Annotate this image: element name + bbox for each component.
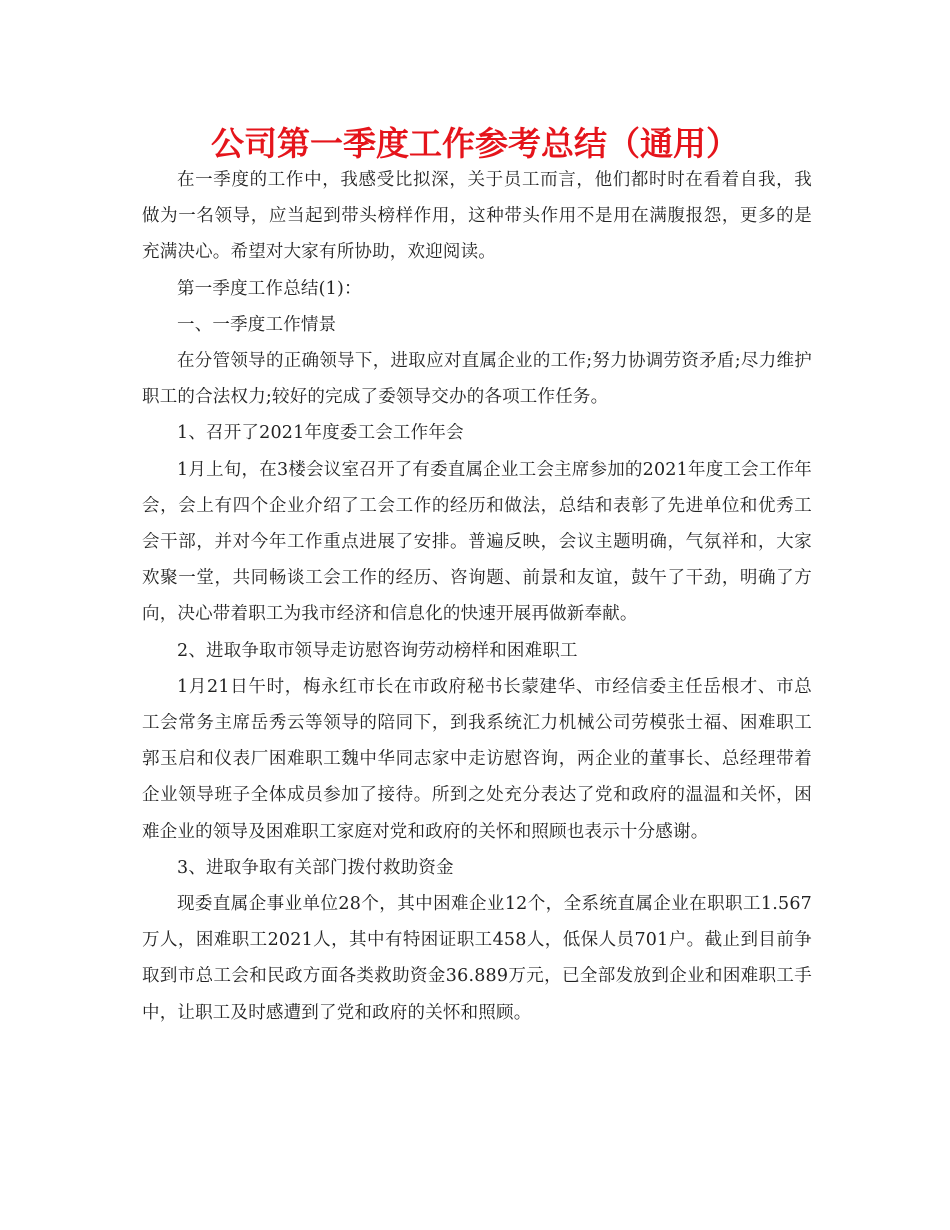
paragraph-summary-heading: 第一季度工作总结(1)： [177, 278, 362, 299]
paragraph-annual-meeting: 1月上旬，在3楼会议室召开了有委直属企业工会主席参加的2021年度工会工作年会，会上有四个企业介绍了工会工作的经历和做法，总结和表彰了先进单位和优秀工会干部，并对今年工作重点进展了安排。普遍反映，会议主题明确，气氛祥和，大家欢聚一堂，共同畅谈工会工作的经历、咨询题、前景和友谊，鼓午了干劲，明确了方向，决心带着职工为我市经济和信息化的快速开展再做新奉献。 [142, 459, 812, 625]
paragraph-visits: 1月21日午时，梅永红市长在市政府秘书长蒙建华、市经信委主任岳根才、市总工会常务主席岳秀云等领导的陪同下，到我系统汇力机械公司劳模张士福、困难职工郭玉启和仪表厂困难职工魏中华同志家中走访慰咨询，两企业的董事长、总经理带着企业领导班子全体成员参加了接待。所到之处充分表达了党和政府的温温和关怀，困难企业的领导及困难职工家庭对党和政府的关怀和照顾也表示十分感谢。 [142, 676, 812, 842]
paragraph-funds: 现委直属企事业单位28个，其中困难企业12个，全系统直属企业在职职工1.567万人，困难职工2021人，其中有特困证职工458人，低保人员701户。截止到目前争取到市总工会和民政方面各类救助资金36.889万元，已全部发放到企业和困难职工手中，让职工及时感遭到了党和政府的关怀和照顾。 [142, 894, 812, 1023]
document-body [142, 162, 812, 1031]
paragraph-intro: 在一季度的工作中，我感受比拟深，关于员工而言，他们都时时在看着自我，我做为一名领导，应当起到带头榜样作用，这种带头作用不是用在满腹报怨，更多的是充满决心。希望对大家有所协助，欢迎阅读。 [142, 170, 812, 263]
paragraph-overview: 在分管领导的正确领导下，进取应对直属企业的工作;努力协调劳资矛盾;尽力维护职工的合法权力;较好的完成了委领导交办的各项工作任务。 [142, 351, 812, 408]
subheading-1: 1、召开了2021年度委工会工作年会 [177, 423, 464, 444]
subheading-3: 3、进取争取有关部门拨付救助资金 [177, 857, 454, 878]
subheading-2: 2、进取争取市领导走访慰咨询劳动榜样和困难职工 [177, 640, 578, 661]
section-heading-1: 一、一季度工作情景 [177, 314, 337, 335]
document-title: 公司第一季度工作参考总结（通用） [211, 124, 739, 163]
